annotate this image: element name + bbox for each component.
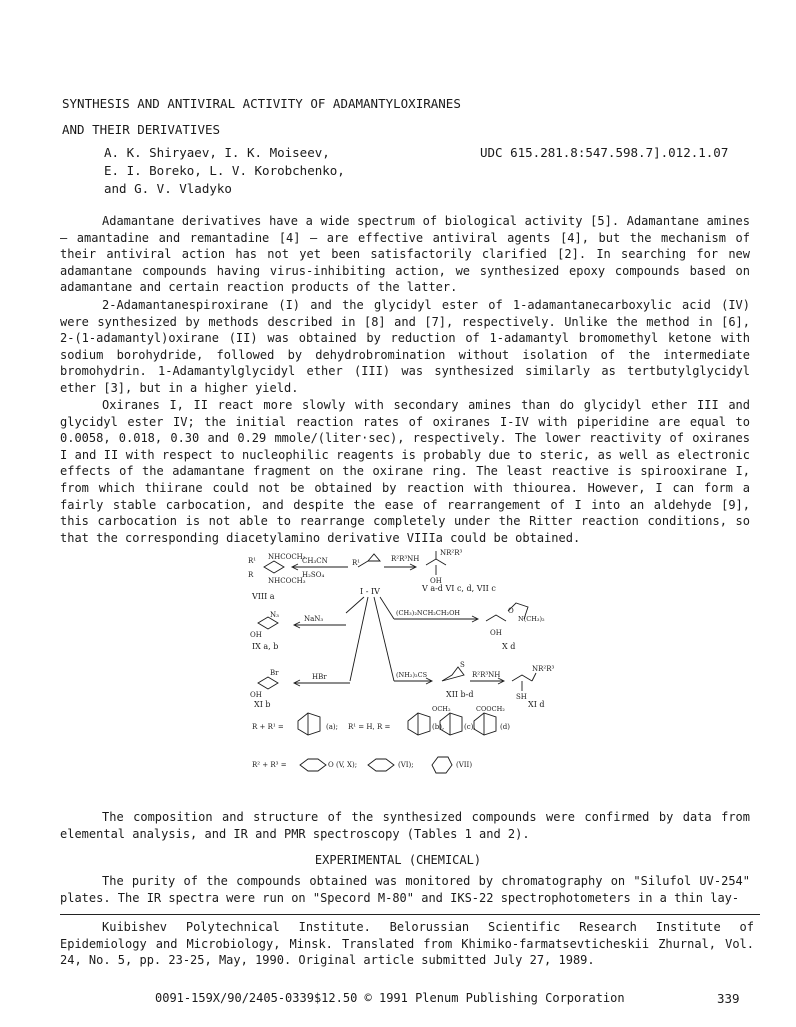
paragraph-composition (60, 809, 750, 842)
scheme-label-oh-ix: OH (250, 631, 262, 639)
authors-line-3: and G. V. Vladyko (104, 181, 232, 196)
title-line-1: SYNTHESIS AND ANTIVIRAL ACTIVITY OF ADAMANTYLOXIRANES (62, 96, 461, 111)
scheme-legend-r2r3: R² + R³ = (252, 761, 287, 769)
paragraph-intro (60, 213, 750, 296)
copyright-line: 0091-159X/90/2405-0339$12.50 © 1991 Plenum Publishing Corporation (155, 991, 625, 1005)
scheme-label-oh-x: OH (490, 629, 502, 637)
scheme-label-s: S (460, 661, 465, 669)
scheme-reagent-nan3: NaN₃ (304, 615, 324, 623)
scheme-legend-vi: (VI); (398, 761, 414, 769)
scheme-reagent-h2so4: H₂SO₄ (302, 571, 325, 579)
paragraph-text: 2-Adamantanespiroxirane (I) and the glycidyl ester of 1-adamantanecarboxylic acid (IV) were synthesized by methods described in [8] and [7], respectively. Unlike the method in [6], 2-(1-adamantyl)oxirane (II) was obtained by reduction of 1-adamantyl bromomethyl ketone with sodium borohydride, followed by dehydrobromination without isolation of the intermediate bromohydrin. 1-Adamantylglycidyl ether (III) was synthesized similarly as tertbutylglycidyl ether [3], but in a higher yield. (60, 298, 750, 395)
scheme-label-v: V a-d VI c, d, VII c (422, 584, 496, 593)
scheme-legend-a: (a); (326, 723, 338, 731)
paragraph-text: Oxiranes I, II react more slowly with secondary amines than do glycidyl ether III and glycidyl ester IV; the initial reaction rates of oxiranes I-IV with piperidine are equal to 0.0058, 0.018, 0.30 and 0.29 mmole/(liter·sec), respectively. The lower reactivity of oxiranes I and II with respect to nucleophilic reagents is probably due to steric, as well as electronic effects of the adamantane fragment on the oxirane ring. The least reactive is spirooxirane I, from which thiirane could not be obtained by reaction with thiourea. However, I can form a fairly stable carbocation, and despite the ease of rearrangement of I into an aldehyde [9], this carbocation is not able to rearrange completely under the Ritter reaction conditions, so that the corresponding diacetylamino derivative VIIIa could be obtained. (60, 398, 750, 545)
footnote-text: Kuibishev Polytechnical Institute. Belorussian Scientific Research Institute of Epidemiology and Microbiology, Minsk. Translated from Khimiko-farmatsevticheskii Zhurnal, Vol. 24, No. 5, pp. 23-25, May, 1990. Original article submitted July 27, 1989. (60, 920, 754, 968)
scheme-label-br: Br (270, 669, 279, 677)
scheme-label-oh-xi: OH (250, 691, 262, 699)
scheme-label-r1: R¹ (248, 557, 257, 565)
page-number: 339 (717, 991, 740, 1006)
scheme-label-r: R (248, 571, 254, 579)
scheme-legend-rr1: R + R¹ = (252, 723, 284, 731)
paragraph-reactivity (60, 397, 750, 546)
scheme-legend-c: (c), (464, 723, 476, 731)
paragraph-experimental (60, 873, 750, 906)
reaction-scheme (246, 545, 560, 785)
footnote (60, 919, 754, 969)
scheme-label-n3: N₃ (270, 611, 279, 619)
scheme-center-label: I - IV (360, 587, 380, 596)
scheme-label-nr2r3-2: NR²R³ (532, 665, 555, 673)
paragraph-text: The purity of the compounds obtained was monitored by chromatography on "Silufol UV-254" plates. The IR spectra were run on "Specord M-80" and IKS-22 spectrophotometers in a thin lay- (60, 874, 750, 905)
paragraph-text: The composition and structure of the synthesized compounds were confirmed by data from elemental analysis, and IR and PMR spectroscopy (Tables 1 and 2). (60, 810, 750, 841)
scheme-legend-o: O (V, X); (328, 761, 358, 769)
scheme-label-viii: VIII a (252, 592, 275, 601)
scheme-reagent-hbr: HBr (312, 673, 327, 681)
footnote-rule (60, 914, 760, 915)
scheme-label-o: O (508, 607, 514, 615)
authors-line-2: E. I. Boreko, L. V. Korobchenko, (104, 163, 345, 178)
scheme-legend-och2: OCH₂ (432, 705, 451, 713)
scheme-label-xi: XI b (254, 700, 271, 709)
scheme-label-sh: SH (516, 693, 527, 701)
scheme-label-nhcoch3-top: NHCOCH₃ (268, 553, 306, 561)
scheme-reagent-dmae: (CH₃)₂NCH₂CH₂OH (396, 609, 461, 617)
paper-title (62, 91, 582, 143)
paragraph-synthesis (60, 297, 750, 397)
scheme-label-xiii: XI d (528, 700, 545, 709)
scheme-legend-d: (d) (500, 723, 510, 731)
scheme-label-nr2r3: NR²R³ (440, 549, 463, 557)
scheme-label-xii: XII b-d (446, 690, 474, 699)
scheme-legend-b: (b), (432, 723, 445, 731)
scheme-legend-vii: (VII) (456, 761, 473, 769)
scheme-label-ix: IX a, b (252, 642, 279, 651)
scheme-reagent-amine-2: R²R³NH (472, 671, 501, 679)
scheme-label-nme2: N(CH₃)₂ (518, 615, 545, 623)
authors (104, 144, 464, 198)
scheme-reagent-ch3cn: CH₃CN (302, 557, 328, 565)
scheme-label-nhcoch3-bottom: NHCOCH₃ (268, 577, 306, 585)
section-heading: EXPERIMENTAL (CHEMICAL) (314, 853, 482, 867)
paragraph-text: Adamantane derivatives have a wide spectrum of biological activity [5]. Adamantane amines – amantadine and remantadine [4] – are effective antiviral agents [4], but the mechanism of their antiviral action has not yet been satisfactorily clarified [2]. In searching for new adamantane compounds having virus-inhibiting action, we synthesized epoxy compounds based on adamantane and certain reaction products of the latter. (60, 214, 750, 295)
scheme-reagent-amine-1: R²R³NH (391, 555, 420, 563)
title-line-2: AND THEIR DERIVATIVES (62, 122, 221, 137)
scheme-label-oh-v: OH (430, 577, 442, 585)
authors-line-1: A. K. Shiryaev, I. K. Moiseev, (104, 145, 330, 160)
scheme-legend-cooch2: COOCH₂ (476, 705, 505, 713)
scheme-label-x: X d (502, 642, 516, 651)
scheme-legend-h: R¹ = H, R = (348, 723, 391, 731)
udc-code: UDC 615.281.8:547.598.7].012.1.07 (480, 145, 729, 160)
scheme-label-r1-oxirane: R¹ (352, 559, 361, 567)
scheme-reagent-thiourea: (NH₂)₂CS (396, 671, 428, 679)
